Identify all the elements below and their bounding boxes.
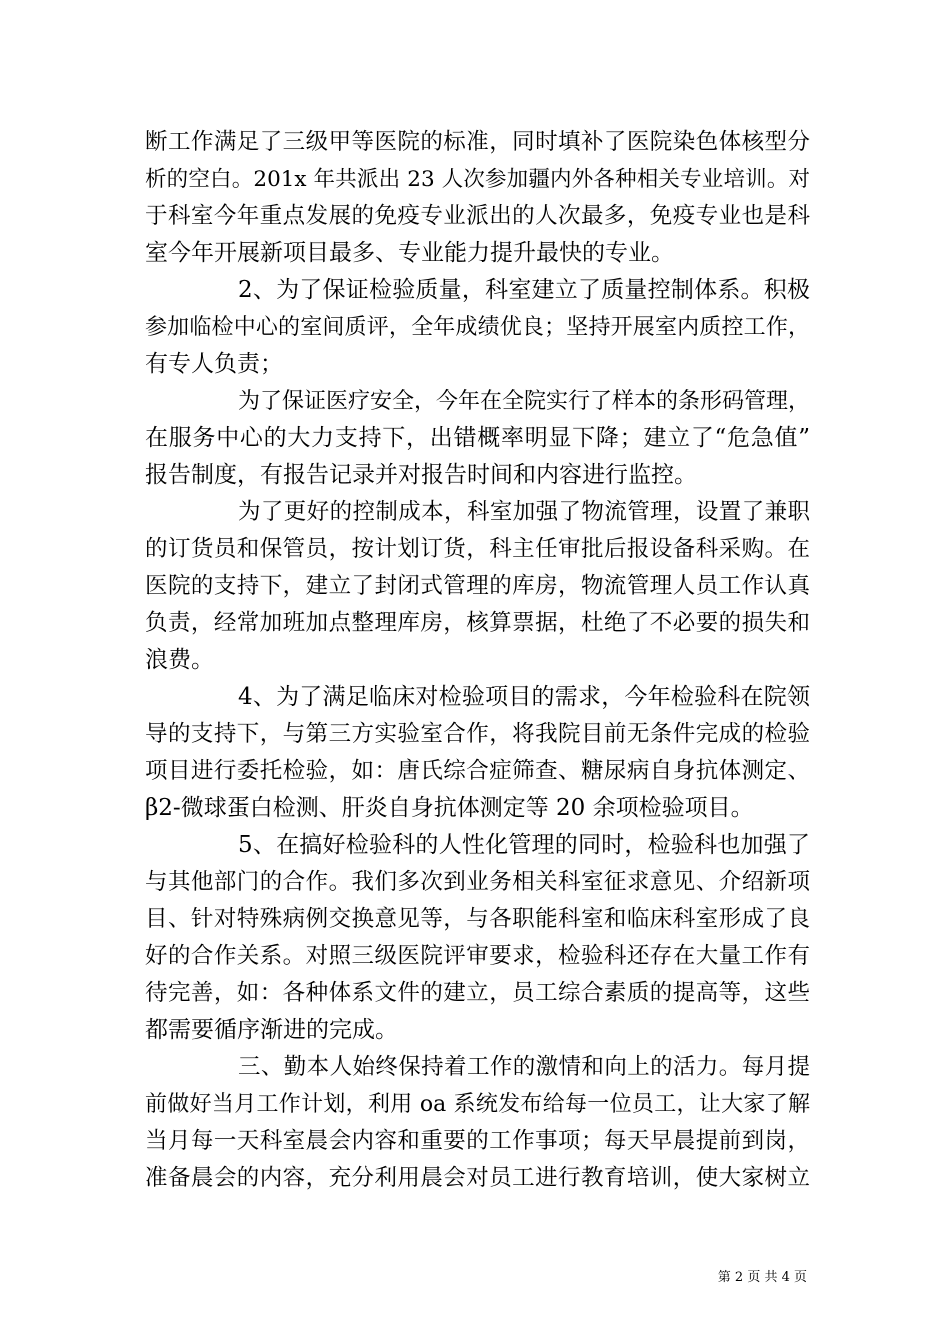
page-number-label: 第 2 页 共 4 页 (717, 1270, 807, 1285)
body-text-line: 室今年开展新项目最多、专业能力提升最快的专业。 (145, 240, 674, 266)
body-text-line: 浪费。 (145, 647, 214, 673)
paragraph-start-line: 三、勤本人始终保持着工作的激情和向上的活力。每月提 (238, 1054, 810, 1080)
body-text-line: 于科室今年重点发展的免疫专业派出的人次最多，免疫专业也是科 (145, 203, 810, 229)
body-text-line: 在服务中心的大力支持下，出错概率明显下降；建立了“危急值” (145, 425, 810, 451)
body-text-line: 医院的支持下，建立了封闭式管理的库房，物流管理人员工作认真 (145, 573, 810, 599)
body-text-line: 当月每一天科室晨会内容和重要的工作事项；每天早晨提前到岗， (145, 1128, 810, 1154)
body-text-line: 报告制度，有报告记录并对报告时间和内容进行监控。 (145, 462, 697, 488)
body-text-line: 与其他部门的合作。我们多次到业务相关科室征求意见、介绍新项 (145, 869, 810, 895)
body-text-line: 项目进行委托检验，如：唐氏综合症筛查、糖尿病自身抗体测定、 (145, 758, 810, 784)
body-text-line: 参加临检中心的室间质评，全年成绩优良；坚持开展室内质控工作， (145, 315, 810, 340)
paragraph-start-line: 2、为了保证检验质量，科室建立了质量控制体系。积极 (238, 277, 810, 303)
paragraph-start-line: 为了保证医疗安全，今年在全院实行了样本的条形码管理， (238, 389, 811, 414)
body-text-line: 待完善，如：各种体系文件的建立，员工综合素质的提高等，这些 (145, 980, 810, 1006)
body-text-line: 导的支持下，与第三方实验室合作，将我院目前无条件完成的检验 (145, 721, 810, 747)
body-text-line: 目、针对特殊病例交换意见等，与各职能科室和临床科室形成了良 (145, 906, 810, 932)
body-text-line: 析的空白。201x 年共派出 23 人次参加疆内外各种相关专业培训。对 (145, 167, 810, 192)
body-text-line: 准备晨会的内容，充分利用晨会对员工进行教育培训，使大家树立 (145, 1165, 810, 1191)
page-footer (0, 1268, 950, 1288)
body-text-line: β2-微球蛋白检测、肝炎自身抗体测定等 20 余项检验项目。 (145, 795, 754, 821)
paragraph-start-line: 为了更好的控制成本，科室加强了物流管理，设置了兼职 (238, 499, 810, 525)
paragraph-start-line: 4、为了满足临床对检验项目的需求，今年检验科在院领 (238, 684, 810, 710)
body-text-line: 前做好当月工作计划，利用 oa 系统发布给每一位员工，让大家了解 (145, 1092, 810, 1117)
body-text-line: 都需要循序渐进的完成。 (145, 1017, 398, 1043)
body-text-line: 负责，经常加班加点整理库房，核算票据，杜绝了不必要的损失和 (145, 610, 810, 636)
body-text-line: 好的合作关系。对照三级医院评审要求，检验科还存在大量工作有 (145, 943, 810, 969)
body-text-line: 的订货员和保管员，按计划订货，科主任审批后报设备科采购。在 (145, 536, 810, 562)
body-text-line: 断工作满足了三级甲等医院的标准，同时填补了医院染色体核型分 (145, 129, 810, 155)
body-text-line: 有专人负责； (145, 351, 283, 377)
paragraph-start-line: 5、在搞好检验科的人性化管理的同时，检验科也加强了 (238, 832, 810, 858)
